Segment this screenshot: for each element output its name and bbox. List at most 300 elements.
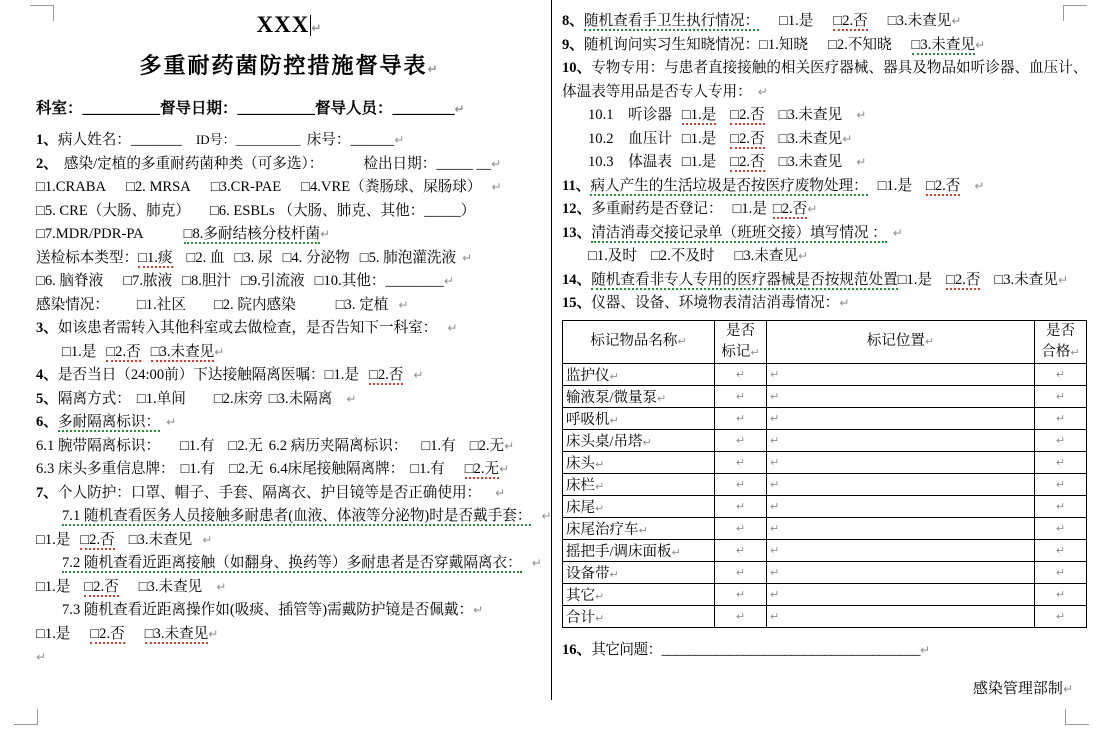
q8-option-yes[interactable]: □1.是 [779,13,814,29]
cell-is-marked[interactable] [715,561,767,583]
cell-mark-position[interactable] [767,407,1035,429]
specimen-pus[interactable]: □7.脓液 [123,273,173,290]
cell-item-name: 监护仪↵ [563,363,715,385]
q71-option-yes[interactable]: □1.是 [36,531,71,548]
q72-option-notfound[interactable]: □3.未查见 [138,578,203,595]
q71-option-notfound[interactable]: □3.未查见 [128,531,193,548]
q13-option-notfound[interactable]: □3.未查见 [734,248,799,264]
cell-is-qualified[interactable] [1035,385,1087,407]
paragraph-mark: ↵ [1062,681,1073,696]
question-1-number: 1、 [36,132,58,149]
question-14-text: 随机查看非专人专用的医疗器械是否按规范处置 [591,271,898,288]
q9-option-notfound[interactable]: □3.未查见 [911,36,976,53]
question-4 [36,364,543,388]
q72-option-no[interactable]: □2.否 [84,578,119,595]
specimen-csf[interactable]: □6. 脑脊液 [36,273,104,290]
paragraph-mark: ↵ [735,565,746,579]
paragraph-mark: ↵ [208,626,219,641]
paragraph-mark: ↵ [642,435,652,449]
q5-option-single-room[interactable]: □1.单间 [136,390,186,407]
cell-is-marked[interactable] [715,539,767,561]
question-10-number: 10、 [562,60,592,76]
question-2-number: 2、 [36,155,58,172]
question-7-number: 7、 [36,484,58,501]
question-8-text: 随机查看手卫生执行情况： [583,13,760,29]
header-is-qualified [1035,320,1087,363]
cell-mark-position[interactable] [767,473,1035,495]
q102-option-no[interactable]: □2.否 [730,130,765,147]
right-column [552,0,1103,698]
question-5-text: 隔离方式： [57,390,131,407]
q9-option-aware[interactable]: □1.知晓 [759,36,808,53]
question-13 [562,222,1079,246]
question-3-text: 如该患者需转入其他科室或去做检查，是否告知下一科室： [57,320,438,337]
question-13-text: 清洁消毒交接记录单（班班交接）填写情况 ： [591,224,887,241]
table-row [563,583,1087,605]
question-1-name-field: 病人姓名：_______ [57,132,182,149]
table-row [563,561,1087,583]
cell-is-qualified[interactable] [1035,539,1087,561]
cell-mark-position[interactable] [767,451,1035,473]
meta-fields-line [36,96,543,118]
option-mdr-tb[interactable]: □8.多耐结核分枝杆菌 [183,226,321,243]
paragraph-mark: ↵ [398,297,409,312]
paragraph-mark: ↵ [1057,272,1069,287]
q4-option-yes[interactable]: □1.是 [324,367,360,384]
meta-fields-text: 科室：__________督导日期：__________督导人员：________ [36,100,455,118]
specimen-sputum[interactable]: □1.痰 [138,249,173,266]
question-6-number: 6、 [36,414,58,431]
paragraph-mark: ↵ [504,438,515,453]
q102-option-yes[interactable]: □1.是 [681,130,717,147]
cell-mark-position[interactable] [767,385,1035,407]
paragraph-mark: ↵ [735,521,746,535]
q8-option-notfound[interactable]: □3.未查见 [887,13,952,29]
paragraph-mark: ↵ [856,155,867,169]
q72-label: 7.2 随机查看近距离接触（如翻身、换药等）多耐患者是否穿戴隔离衣： [62,555,522,572]
option-cre[interactable]: □5. CRE（大肠、肺克） [36,202,190,219]
paragraph-mark: ↵ [657,391,667,405]
q73-label: 7.3 随机查看近距离操作如(吸痰、插管等)需戴防护镜是否佩戴： [62,602,474,619]
cell-is-marked[interactable] [715,407,767,429]
paragraph-mark: ↵ [770,499,780,513]
crop-mark-bottom-right [1065,709,1089,725]
cell-is-marked[interactable] [715,451,767,473]
option-cr-pae[interactable]: □3.CR-PAE [210,179,282,196]
paragraph-mark: ↵ [531,556,542,571]
cell-is-qualified[interactable] [1035,451,1087,473]
question-1-bed-field: 床号：______ [306,132,395,149]
cell-mark-position[interactable] [767,363,1035,385]
hospital-name-text: XXX [256,12,310,37]
q14-option-notfound[interactable]: □3.未查见 [994,271,1058,288]
question-2-options-row-2 [36,200,543,224]
paragraph-mark: ↵ [166,415,177,430]
question-7-text: 个人防护：口罩、帽子、手套、隔离衣、护目镜等是否正确使用： [57,484,482,501]
paragraph-mark: ↵ [677,335,687,348]
cell-mark-position[interactable] [767,561,1035,583]
question-4-text: 是否当日（24:00前）下达接触隔离医嘱： [57,367,325,384]
q61-label: 6.1 腕带隔离标识： [36,437,161,454]
question-12 [562,198,1079,222]
cell-is-qualified[interactable] [1035,583,1087,605]
paragraph-mark: ↵ [638,523,648,537]
cell-is-marked[interactable] [715,583,767,605]
option-mrsa[interactable]: □2. MRSA [126,179,191,196]
q73-option-no[interactable]: □2.否 [90,625,125,642]
infection-community[interactable]: □1.社区 [136,296,186,313]
question-10 [562,57,1088,81]
cell-item-name: 其它↵ [563,583,715,605]
header-item-name [563,320,715,363]
cell-is-qualified[interactable] [1035,407,1087,429]
q62-option-yes[interactable]: □1.有 [421,437,456,454]
cell-item-name: 床尾治疗车↵ [563,517,715,539]
q13-option-timely[interactable]: □1.及时 [588,248,637,264]
paragraph-mark: ↵ [462,250,473,265]
header-is-marked-line1: 是否 [726,322,755,339]
hospital-name-placeholder [36,12,543,37]
cell-mark-position[interactable] [767,495,1035,517]
q103-option-notfound[interactable]: □3.未查见 [778,154,843,170]
question-9-text: 随机询问实习生知晓情况： [583,36,760,53]
paragraph-mark: ↵ [770,521,780,535]
paragraph-mark: ↵ [798,249,809,263]
paragraph-mark: ↵ [491,156,502,171]
cell-is-marked[interactable] [715,495,767,517]
infection-status-row [36,294,543,318]
q102-option-notfound[interactable]: □3.未查见 [778,130,843,147]
paragraph-mark: ↵ [770,455,780,469]
q61-option-no[interactable]: □2.无 [228,437,263,454]
question-3-options [36,341,543,365]
paragraph-mark: ↵ [1055,543,1066,557]
question-14-number: 14、 [562,271,592,288]
paragraph-mark: ↵ [770,411,780,425]
specimen-type-label: 送检标本类型： [36,249,139,266]
q3-option-yes[interactable]: □1.是 [62,343,97,360]
paragraph-mark: ↵ [36,650,47,665]
question-7-1-options [36,529,543,553]
question-8-number: 8、 [562,13,584,29]
question-9 [562,34,1079,58]
specimen-type-row-1 [36,247,543,271]
paragraph-mark: ↵ [1055,367,1066,381]
specimen-bile[interactable]: □8.胆汁 [182,273,232,290]
question-7-2 [36,552,543,576]
header-mark-position-text: 标记位置 [866,333,925,349]
question-10-2 [562,128,1079,152]
question-15-text: 仪器、设备、环境物表清洁消毒情况： [591,295,840,311]
table-row [563,539,1087,561]
paragraph-mark: ↵ [856,108,867,122]
paragraph-mark: ↵ [735,609,746,623]
q103-option-yes[interactable]: □1.是 [681,154,717,170]
q3-option-no[interactable]: □2.否 [106,343,141,360]
paragraph-mark: ↵ [770,477,780,491]
paragraph-mark: ↵ [919,642,931,657]
paragraph-mark: ↵ [427,62,440,77]
paragraph-mark: ↵ [595,589,605,603]
cell-is-marked[interactable] [715,517,767,539]
cell-is-marked[interactable] [715,473,767,495]
question-1-id-field: ID号：__________ [195,132,301,148]
paragraph-mark: ↵ [346,391,357,406]
cell-is-qualified[interactable] [1035,473,1087,495]
question-1 [36,128,543,153]
question-13-number: 13、 [562,224,592,241]
paragraph-mark: ↵ [842,131,853,146]
page-title [36,49,543,80]
q62-option-no[interactable]: □2.无 [469,437,505,454]
question-11 [562,175,1079,199]
paragraph-mark: ↵ [1055,499,1066,513]
paragraph-mark: ↵ [454,102,465,117]
cell-mark-position[interactable] [767,517,1035,539]
paragraph-mark: ↵ [735,587,746,601]
question-7-3 [36,599,543,623]
paragraph-mark: ↵ [311,21,323,35]
question-7 [36,482,543,506]
q12-option-yes[interactable]: □1.是 [732,201,767,217]
q73-option-notfound[interactable]: □3.未查见 [144,625,209,642]
header-is-marked [715,320,767,363]
table-row [563,385,1087,407]
question-10-text-line2: 体温表等用品是否专人专用： [562,83,752,100]
q12-option-no[interactable]: □2.否 [772,201,808,217]
cell-mark-position[interactable] [767,539,1035,561]
header-mark-position [767,320,1035,363]
question-16-number: 16、 [562,641,592,658]
cell-item-name: 床尾↵ [563,495,715,517]
paragraph-mark: ↵ [1055,411,1066,425]
cell-item-name: 床栏↵ [563,473,715,495]
q73-option-yes[interactable]: □1.是 [36,625,71,642]
table-row [563,605,1087,627]
paragraph-mark: ↵ [1055,565,1066,579]
q71-option-no[interactable]: □2.否 [80,531,115,548]
table-row [563,473,1087,495]
cell-is-qualified[interactable] [1035,517,1087,539]
paragraph-mark: ↵ [770,543,780,557]
cell-item-name: 床头桌/吊塔↵ [563,429,715,451]
paragraph-mark: ↵ [975,37,986,52]
cell-is-qualified[interactable] [1035,495,1087,517]
q103-label: 10.3 体温表 [588,154,672,170]
question-15-number: 15、 [562,295,592,311]
paragraph-mark: ↵ [1070,345,1080,359]
q101-option-yes[interactable]: □1.是 [681,107,717,123]
cell-is-marked[interactable] [715,429,767,451]
infection-colonization[interactable]: □3. 定植 [335,296,389,313]
q3-option-notfound[interactable]: □3.未查见 [150,343,215,360]
question-2-options-row-1 [36,176,543,200]
question-2-text: 感染/定植的多重耐药菌种类（可多选）： [63,155,324,172]
cell-mark-position[interactable] [767,605,1035,627]
option-esbls[interactable]: □6. ESBLs （大肠、肺克、其他：_____） [209,202,476,219]
cell-mark-position[interactable] [767,583,1035,605]
question-7-3-options [36,623,543,647]
infection-nosocomial[interactable]: □2. 院内感染 [213,296,296,313]
paragraph-mark: ↵ [473,603,484,618]
q5-option-none[interactable]: □3.未隔离 [268,390,333,407]
specimen-type-row-2 [36,270,543,294]
cell-is-marked[interactable] [715,605,767,627]
q103-option-no[interactable]: □2.否 [730,154,765,170]
q11-option-no[interactable]: □2.否 [926,177,961,194]
table-row [563,517,1087,539]
paragraph-mark: ↵ [735,411,746,425]
cell-item-name: 输液泵/微量泵↵ [563,385,715,407]
paragraph-mark: ↵ [320,227,331,242]
cell-is-marked[interactable] [715,385,767,407]
q5-option-bedside[interactable]: □2.床旁 [213,390,263,407]
paragraph-mark: ↵ [541,509,552,524]
q64-label: 6.4床尾接触隔离牌： [269,461,405,478]
q64-option-yes[interactable]: □1.有 [410,461,445,478]
q4-option-no[interactable]: □2.否 [369,367,404,384]
cell-mark-position[interactable] [767,429,1035,451]
paragraph-mark: ↵ [1055,455,1066,469]
question-2 [36,153,543,177]
header-is-qualified-line1: 是否 [1046,322,1075,339]
question-6-text: 多耐隔离标识： [57,414,161,431]
paragraph-mark: ↵ [735,389,746,403]
paragraph-mark: ↵ [770,433,780,447]
paragraph-mark: ↵ [671,545,681,559]
paragraph-mark: ↵ [595,457,605,471]
specimen-balf[interactable]: □5. 肺泡灌洗液 [359,249,457,266]
question-11-number: 11、 [562,177,591,194]
paragraph-mark: ↵ [609,413,619,427]
infection-status-label: 感染情况： [36,296,109,313]
q101-option-notfound[interactable]: □3.未查见 [778,107,843,123]
question-6 [36,411,543,435]
q101-option-no[interactable]: □2.否 [730,107,765,123]
q101-label: 10.1 听诊器 [588,107,672,123]
paragraph-mark: ↵ [735,543,746,557]
footer-department-text: 感染管理部制 [972,680,1063,697]
q63-option-no[interactable]: □2.无 [229,461,264,478]
question-6-1 [36,435,543,459]
question-9-number: 9、 [562,36,584,53]
specimen-drainage[interactable]: □9.引流液 [241,273,305,290]
cell-item-name: 设备带↵ [563,561,715,583]
trailing-paragraph-mark-left [36,646,543,670]
paragraph-mark: ↵ [1055,389,1066,403]
cell-is-marked[interactable] [715,363,767,385]
paragraph-mark: ↵ [491,180,502,195]
paragraph-mark: ↵ [757,84,768,99]
paragraph-mark: ↵ [214,344,225,359]
specimen-urine[interactable]: □3. 尿 [234,249,273,266]
paragraph-mark: ↵ [735,477,746,491]
paragraph-mark: ↵ [394,133,405,148]
q71-label: 7.1 随机查看医务人员接触多耐患者(血液、体液等分泌物)时是否戴手套： [62,508,532,525]
paragraph-mark: ↵ [770,609,780,623]
question-3-number: 3、 [36,320,58,337]
q14-option-no[interactable]: □2.否 [946,271,981,288]
q13-option-untimely[interactable]: □2.不及时 [650,248,715,264]
q61-option-yes[interactable]: □1.有 [180,437,215,454]
left-column [0,0,551,670]
cell-is-qualified[interactable] [1035,363,1087,385]
question-5-number: 5、 [36,390,58,407]
paragraph-mark: ↵ [770,587,780,601]
cell-is-qualified[interactable] [1035,429,1087,451]
paragraph-mark: ↵ [750,345,760,359]
cell-is-qualified[interactable] [1035,605,1087,627]
paragraph-mark: ↵ [1055,587,1066,601]
table-row [563,429,1087,451]
question-5 [36,388,543,412]
question-8 [562,10,1079,34]
q64-option-no[interactable]: □2.无 [464,461,500,478]
paragraph-mark: ↵ [609,567,619,581]
option-mdr-pdr-pa[interactable]: □7.MDR/PDR-PA [36,226,144,243]
question-2-detect-date: 检出日期：_____ __ [363,155,492,172]
paragraph-mark: ↵ [807,202,818,216]
q63-label: 6.3 床头多重信息牌： [36,461,175,478]
option-craba[interactable]: □1.CRABA [36,179,107,196]
paragraph-mark: ↵ [1055,433,1066,447]
q8-option-no[interactable]: □2.否 [833,13,868,29]
paragraph-mark: ↵ [892,225,903,240]
question-11-text: 病人产生的生活垃圾是否按医疗废物处理： [590,177,868,194]
specimen-blood[interactable]: □2. 血 [186,249,225,266]
cell-is-qualified[interactable] [1035,561,1087,583]
question-15 [562,292,1079,316]
page-title-text: 多重耐药菌防控措施督导表 [139,53,428,79]
header-is-marked-line2: 标记 [721,343,751,360]
paragraph-mark: ↵ [1055,609,1066,623]
paragraph-mark: ↵ [216,579,227,594]
q9-option-unaware[interactable]: □2.不知晓 [828,36,892,53]
q72-option-yes[interactable]: □1.是 [36,578,71,595]
table-header-row [563,320,1087,363]
equipment-table-body [563,363,1087,627]
paragraph-mark: ↵ [1055,477,1066,491]
question-12-text: 多重耐药是否登记： [591,201,723,217]
cell-item-name: 摇把手/调床面板↵ [563,539,715,561]
paragraph-mark: ↵ [735,433,746,447]
q11-option-yes[interactable]: □1.是 [877,177,913,194]
question-12-number: 12、 [562,201,592,217]
question-4-number: 4、 [36,367,58,384]
paragraph-mark: ↵ [413,368,424,383]
question-7-1 [36,505,552,529]
question-16 [562,638,1079,659]
table-row [563,495,1087,517]
header-item-name-text: 标记物品名称 [590,333,678,349]
paragraph-mark: ↵ [951,14,962,28]
specimen-other[interactable]: □10.其他：________ [314,273,444,290]
paragraph-mark: ↵ [770,367,780,381]
paragraph-mark: ↵ [595,501,605,515]
q63-option-yes[interactable]: □1.有 [180,461,216,478]
q14-option-yes[interactable]: □1.是 [897,271,933,288]
paragraph-mark: ↵ [770,565,780,579]
paragraph-mark: ↵ [1055,521,1066,535]
footer-department [562,677,1079,698]
question-10-text-line1: 专物专用：与患者直接接触的相关医疗器械、器具及物品如听诊器、血压计、 [591,60,1088,76]
paragraph-mark: ↵ [735,499,746,513]
paragraph-mark: ↵ [839,296,850,310]
option-vre[interactable]: □4.VRE（粪肠球、屎肠球） [301,179,482,196]
specimen-secretion[interactable]: □4. 分泌物 [282,249,350,266]
cell-item-name: 床头↵ [563,451,715,473]
question-10-line2 [562,81,1079,105]
